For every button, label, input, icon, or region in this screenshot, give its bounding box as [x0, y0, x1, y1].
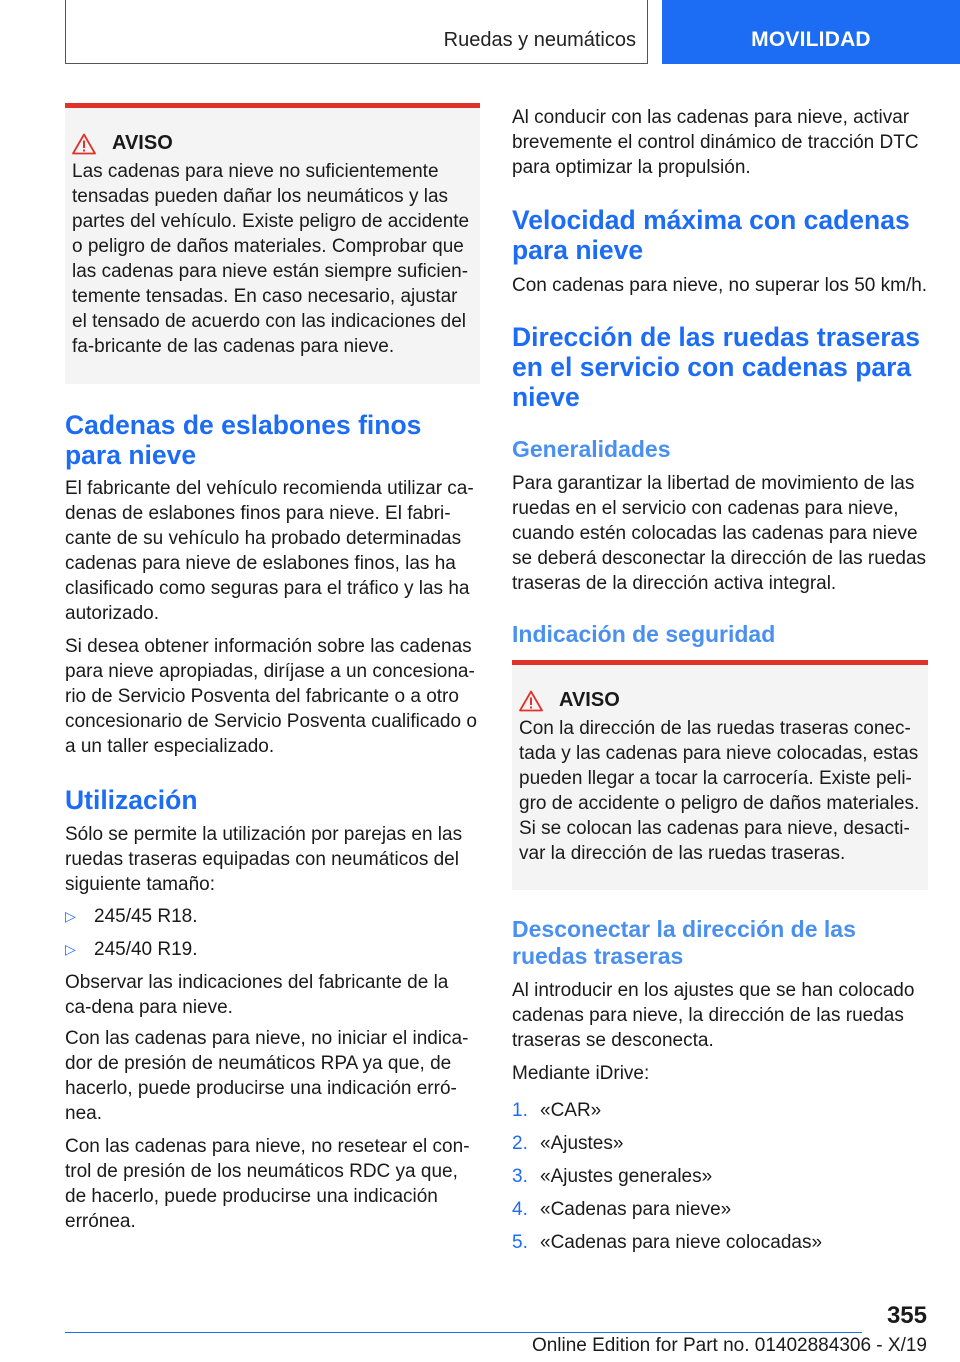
warning-title: AVISO — [559, 689, 620, 711]
heading-rear-steering: Dirección de las ruedas traseras en el servicio con cadenas para nieve — [512, 322, 921, 412]
step-text: «Ajustes generales» — [540, 1166, 713, 1187]
step-number: 3. — [512, 1166, 528, 1187]
heading-max-speed: Velocidad máxima con cadenas para nieve — [512, 205, 910, 265]
warning-header — [519, 689, 922, 712]
warning-text: Con la dirección de las ruedas traseras conec-tada y las cadenas para nieve colocadas, estas pueden llegar a tocar la carrocería. Existe peli-gro de accidente o peligro de daños materiales. Si se colocan las cadenas para nieve, desacti-var la dirección de las ruedas traseras. — [519, 718, 920, 864]
paragraph-rpa-warning: Con las cadenas para nieve, no iniciar el indica-dor de presión de neumáticos RPA ya que, de hacerlo, puede producirse una indicación erró-nea. — [65, 1028, 469, 1124]
warning-box-rear-steering — [512, 660, 928, 890]
paragraph-manufacturer-instructions: Observar las indicaciones del fabricante de la ca-dena para nieve. — [65, 972, 449, 1018]
step-number: 4. — [512, 1199, 528, 1220]
paragraph-rdc-warning: Con las cadenas para nieve, no resetear el con-trol de presión de los neumáticos RDC ya que, de hacerlo, puede producirse una indicación errónea. — [65, 1136, 470, 1232]
step-text: «Cadenas para nieve colocadas» — [540, 1232, 823, 1253]
paragraph-max-speed: Con cadenas para nieve, no superar los 50 km/h. — [512, 275, 928, 296]
warning-triangle-icon — [72, 133, 96, 155]
warning-header — [72, 132, 474, 155]
header-chapter-label: MOVILIDAD — [751, 28, 871, 51]
page-number: 355 — [886, 1302, 927, 1329]
step-text: «Ajustes» — [540, 1133, 624, 1154]
warning-text: Las cadenas para nieve no suficientemente tensadas pueden dañar los neumáticos y las partes del vehículo. Existe peligro de accidente o peligro de daños materiales. Comprobar que las cadenas para nieve están siempre suficien-temente tensadas. En caso necesario, ajustar el tensado de acuerdo con las indicaciones del fa-bricante de las cadenas para nieve. — [72, 161, 470, 357]
paragraph-idrive: Mediante iDrive: — [512, 1063, 650, 1084]
warning-box-chain-tension — [65, 103, 480, 384]
warning-title: AVISO — [112, 132, 173, 154]
triangle-right-icon: ▷ — [65, 908, 76, 924]
tire-size-list — [65, 904, 480, 970]
footer-edition: Online Edition for Part no. 01402884306 - X/19 — [531, 1335, 927, 1356]
heading-general: Generalidades — [512, 436, 671, 462]
triangle-right-icon: ▷ — [65, 941, 76, 957]
heading-disconnect-rear-steering: Desconectar la dirección de las ruedas traseras — [512, 916, 856, 969]
paragraph-general: Para garantizar la libertad de movimiento de las ruedas en el servicio con cadenas para nieve, cuando estén colocadas las cadenas para nieve se deberá desconectar la dirección de las ruedas traseras de la dirección activa integral. — [512, 473, 927, 594]
paragraph-use-pairs: Sólo se permite la utilización por parejas en las ruedas traseras equipadas con neumáticos del siguiente tamaño: — [65, 824, 463, 895]
heading-fine-link-chains: Cadenas de eslabones finos para nieve — [65, 410, 422, 470]
list-item — [512, 1098, 928, 1123]
paragraph-disconnect: Al introducir en los ajustes que se han colocado cadenas para nieve, la dirección de las ruedas traseras se desconecta. — [512, 980, 915, 1051]
step-text: «CAR» — [540, 1100, 602, 1121]
warning-triangle-icon — [519, 690, 543, 712]
paragraph-fine-chains-recommendation: El fabricante del vehículo recomienda utilizar ca-denas de eslabones finos para nieve. El fabri-cante de su vehículo ha probado determinadas cadenas para nieve de eslabones finos, las ha clasificado como seguras para el tráfico y las ha autorizado. — [65, 478, 474, 624]
step-number: 5. — [512, 1232, 528, 1253]
paragraph-dtc: Al conducir con las cadenas para nieve, activar brevemente el control dinámico de tracción DTC para optimizar la propulsión. — [512, 107, 919, 178]
paragraph-fine-chains-dealer: Si desea obtener información sobre las cadenas para nieve apropiadas, diríjase a un concesiona-rio de Servicio Posventa del fabricante o a otro concesionario de Servicio Posventa cualificado o a un taller especializado. — [65, 636, 477, 757]
step-number: 2. — [512, 1133, 528, 1154]
heading-safety-note: Indicación de seguridad — [512, 621, 776, 647]
header-chapter-tab[interactable] — [662, 0, 960, 64]
list-item — [65, 937, 480, 962]
list-item — [512, 1197, 928, 1222]
list-item — [65, 904, 480, 929]
tire-size: 245/40 R19. — [94, 939, 198, 960]
list-item — [512, 1131, 928, 1156]
tire-size: 245/45 R18. — [94, 906, 198, 927]
footer-divider — [65, 1332, 862, 1333]
step-number: 1. — [512, 1100, 528, 1121]
header-section-title: Ruedas y neumáticos — [443, 29, 636, 51]
heading-use: Utilización — [65, 785, 198, 815]
idrive-steps-list — [512, 1098, 928, 1263]
list-item — [512, 1164, 928, 1189]
step-text: «Cadenas para nieve» — [540, 1199, 732, 1220]
list-item — [512, 1230, 928, 1255]
